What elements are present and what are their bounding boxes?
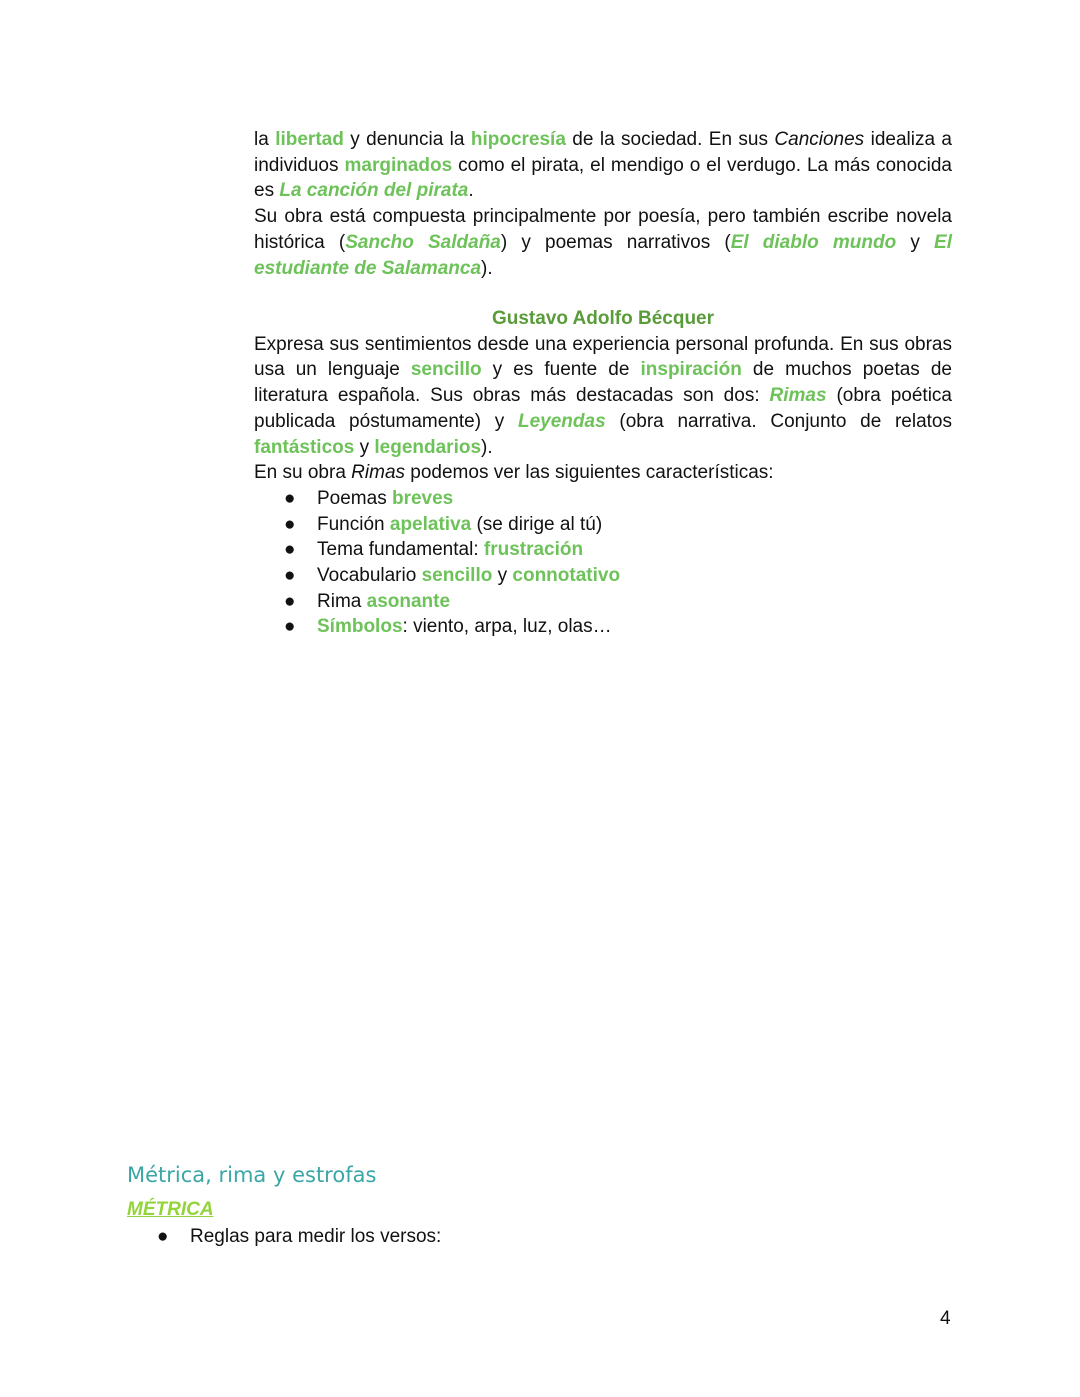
work-sancho-saldana: Sancho Saldaña bbox=[345, 231, 501, 253]
becquer-heading: Gustavo Adolfo Bécquer bbox=[491, 308, 715, 329]
work-canciones: Canciones bbox=[774, 129, 865, 150]
highlight-marginados: marginados bbox=[344, 154, 453, 176]
rules-item-text: Reglas para medir los versos: bbox=[190, 1226, 442, 1247]
espronceda-paragraph-1: la libertad y denuncia la hipocresía de la sociedad. En sus Canciones idealiza a individuos marginados como el pirata, el mendigo o el verdugo. La más conocida es La canción del pirata. bbox=[254, 129, 952, 202]
bullet-icon: ● bbox=[284, 487, 296, 509]
list-item: ● Vocabulario sencillo y connotativo bbox=[254, 563, 952, 589]
highlight-sencillo: sencillo bbox=[410, 359, 482, 381]
bullet-icon: ● bbox=[284, 513, 296, 535]
highlight-fantasticos: fantásticos bbox=[254, 436, 355, 458]
becquer-paragraph-1: Expresa sus sentimientos desde una experiencia personal profunda. En sus obras usa un lenguaje sencillo y es fuente de inspiración de muchos poetas de literatura española. Sus obras más destacadas son dos: Rimas (obra poética publicada póstumamente) y Leyendas (obra narrativa. Conjunto de relatos fantásticos y legendarios). bbox=[254, 333, 953, 458]
rules-list-item bbox=[127, 1224, 441, 1250]
becquer-section bbox=[254, 306, 952, 640]
list-item: ● Poemas breves bbox=[254, 486, 952, 512]
highlight-legendarios: legendarios bbox=[374, 436, 482, 458]
work-rimas: Rimas bbox=[769, 385, 827, 407]
list-item: ● Tema fundamental: frustración bbox=[254, 537, 952, 563]
section-title: Métrica, rima y estrofas bbox=[127, 1163, 377, 1187]
list-item: ● Función apelativa (se dirige al tú) bbox=[254, 512, 952, 538]
subsection-title: MÉTRICA bbox=[127, 1199, 214, 1220]
highlight-inspiracion: inspiración bbox=[640, 359, 742, 381]
work-cancion-pirata: La canción del pirata bbox=[279, 180, 469, 202]
becquer-paragraph-2: En su obra Rimas podemos ver las siguientes características: bbox=[254, 462, 774, 484]
rimas-characteristics-list bbox=[254, 486, 952, 640]
list-item: ● Símbolos: viento, arpa, luz, olas… bbox=[254, 614, 952, 640]
highlight-libertad: libertad bbox=[275, 129, 344, 150]
work-leyendas: Leyendas bbox=[518, 410, 606, 432]
bullet-icon: ● bbox=[157, 1226, 169, 1247]
work-diablo-mundo: El diablo mundo bbox=[730, 231, 897, 253]
bullet-icon: ● bbox=[284, 565, 296, 587]
bullet-icon: ● bbox=[284, 590, 296, 612]
work-estudiante-salamanca: El estudiante de Salamanca bbox=[254, 231, 952, 279]
page-number: 4 bbox=[940, 1308, 951, 1329]
highlight-hipocresia: hipocresía bbox=[470, 129, 566, 150]
bullet-icon: ● bbox=[284, 616, 296, 638]
espronceda-section bbox=[254, 127, 952, 281]
work-rimas-italic: Rimas bbox=[351, 462, 406, 484]
bullet-icon: ● bbox=[284, 539, 296, 561]
list-item: ● Rima asonante bbox=[254, 589, 952, 615]
espronceda-paragraph-2: Su obra está compuesta principalmente por poesía, pero también escribe novela histórica (Sancho Saldaña) y poemas narrativos (El diablo mundo y El estudiante de Salamanca). bbox=[254, 206, 952, 279]
